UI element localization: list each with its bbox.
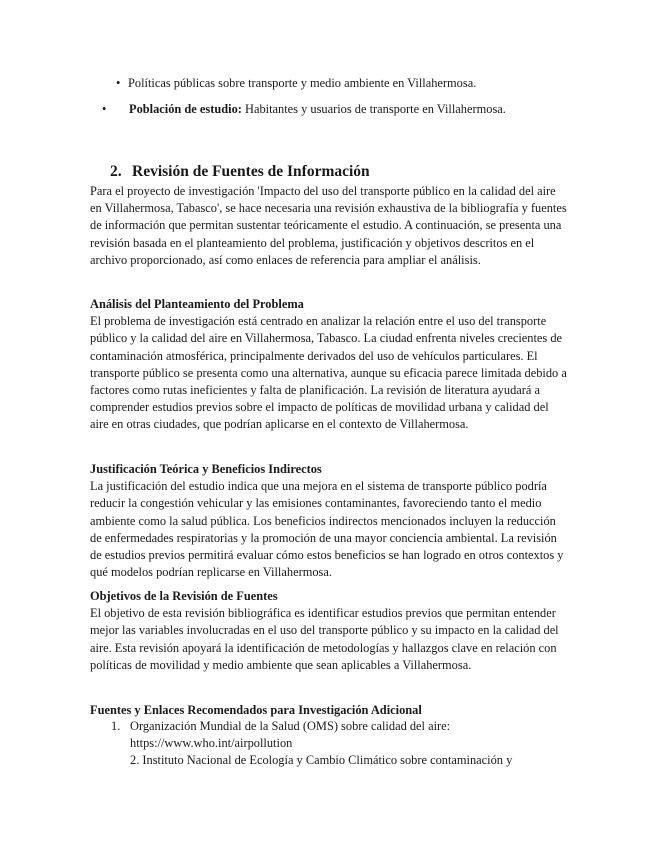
- subsection-heading: Justificación Teórica y Beneficios Indirectos: [90, 462, 322, 476]
- bullet-text: [129, 100, 506, 118]
- section-title: Revisión de Fuentes de Información: [132, 163, 370, 180]
- bullet-marker: •: [102, 102, 107, 116]
- bullet-value: Habitantes y usuarios de transporte en Villahermosa.: [241, 102, 506, 116]
- subsection-body: El objetivo de esta revisión bibliográfica es identificar estudios previos que permitan entender mejor las variables involucradas en el uso del transporte público y su impacto en la calidad del aire. Esta revisión apoyará la identificación de metodologías y hallazgos clave en relación con políticas de movilidad y medio ambiente que sean aplicables a Villahermosa.: [90, 606, 559, 672]
- subsection-problem: [90, 296, 570, 434]
- bullet-text: Políticas públicas sobre transporte y medio ambiente en Villahermosa.: [128, 76, 477, 90]
- reference-item: [111, 718, 571, 735]
- subsection-heading: Análisis del Planteamiento del Problema: [90, 297, 304, 311]
- reference-text: 2. Instituto Nacional de Ecología y Cambio Climático sobre contaminación y: [130, 753, 513, 768]
- bullet-marker: •: [116, 76, 121, 90]
- reference-number: 1.: [111, 719, 121, 733]
- reference-list: [111, 718, 571, 770]
- subsection-sources: [90, 702, 570, 719]
- reference-link[interactable]: [111, 735, 571, 752]
- subsection-heading: Objetivos de la Revisión de Fuentes: [90, 589, 278, 603]
- intro-paragraph: [90, 183, 570, 269]
- bullet-label: Población de estudio:: [129, 102, 242, 116]
- subsection-heading: Fuentes y Enlaces Recomendados para Investigación Adicional: [90, 703, 422, 717]
- subsection-body: El problema de investigación está centrado en analizar la relación entre el uso del transporte público y la calidad del aire en Villahermosa, Tabasco. La ciudad enfrenta niveles crecientes de contaminación atmosférica, principalmente derivados del uso de vehículos particulares. El transporte público se presenta como una alternativa, aunque su eficacia parece limitada debido a factores como rutas ineficientes y falta de planificación. La revisión de literatura ayudará a comprender estudios previos sobre el impacto de políticas de movilidad urbana y calidad del aire en otras ciudades, que podrían aplicarse en el contexto de Villahermosa.: [90, 314, 567, 432]
- subsection-justification: [90, 461, 570, 581]
- section-heading: [110, 163, 370, 181]
- reference-url[interactable]: https://www.who.int/airpollution: [130, 736, 293, 751]
- section-number: 2.: [110, 163, 122, 180]
- reference-item: [111, 752, 571, 769]
- subsection-objectives: [90, 588, 570, 674]
- subsection-body: La justificación del estudio indica que una mejora en el sistema de transporte público podría reducir la congestión vehicular y las emisiones contaminantes, favoreciendo tanto el medio ambiente como la salud pública. Los beneficios indirectos mencionados incluyen la reducción de enfermedades respiratorias y la promoción de una mayor conciencia ambiental. La revisión de estudios previos permitirá evaluar cómo estos beneficios se han logrado en otros contextos y qué modelos podrían replicarse en Villahermosa.: [90, 479, 564, 580]
- intro-text: Para el proyecto de investigación 'Impacto del uso del transporte público en la calidad del aire en Villahermosa, Tabasco', se hace necesaria una revisión exhaustiva de la bibliografía y fuentes de información que permitan sustentar teóricamente el estudio. A continuación, se presenta una revisión basada en el planteamiento del problema, justificación y objetivos descritos en el archivo proporcionado, así como enlaces de referencia para ampliar el análisis.: [90, 184, 567, 267]
- reference-text: Organización Mundial de la Salud (OMS) sobre calidad del aire:: [130, 719, 451, 733]
